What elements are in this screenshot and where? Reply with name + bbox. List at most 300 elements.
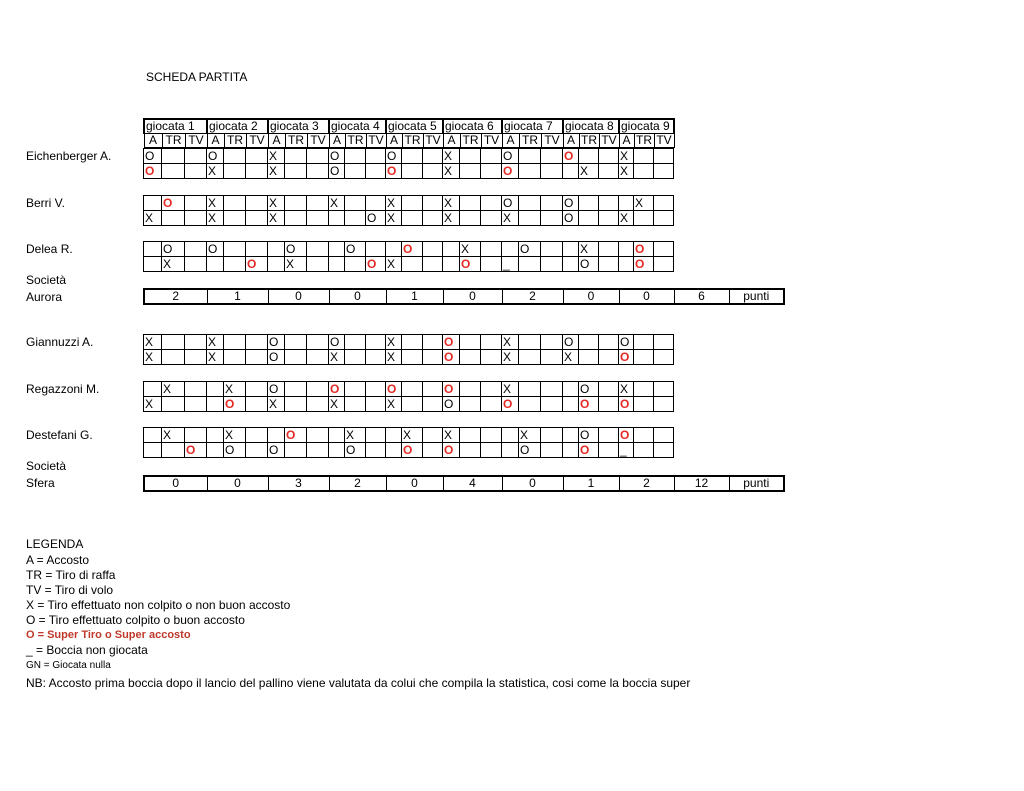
round-score: 2 — [619, 476, 674, 491]
shot-cell — [246, 350, 268, 365]
shot-cell — [207, 257, 224, 272]
shot-cell — [599, 382, 619, 397]
shot-cell — [654, 428, 674, 443]
shot-cell — [345, 211, 366, 226]
shot-cell — [224, 242, 246, 257]
shot-cell — [563, 443, 579, 458]
player-shot-grid — [143, 334, 674, 365]
shot-cell: O — [185, 443, 207, 458]
player-name: Delea R. — [26, 242, 73, 256]
shot-cell: O — [144, 149, 162, 164]
shot-cell — [207, 397, 224, 412]
shot-cell — [481, 350, 502, 365]
shot-cell: X — [443, 149, 460, 164]
shot-cell — [207, 382, 224, 397]
shot-cell — [423, 382, 443, 397]
shot-cell — [619, 242, 634, 257]
shot-cell — [634, 350, 654, 365]
shot-cell — [329, 257, 345, 272]
shot-cell — [285, 443, 307, 458]
shot-cell — [619, 257, 634, 272]
shot-cell — [563, 164, 579, 179]
shot-cell — [268, 257, 285, 272]
shot-type-header: A — [268, 134, 285, 148]
shot-cell — [519, 257, 541, 272]
shot-cell: O — [268, 443, 285, 458]
shot-cell — [563, 428, 579, 443]
shot-cell — [162, 149, 185, 164]
shot-cell — [541, 428, 563, 443]
shot-type-header: TV — [185, 134, 207, 148]
shot-cell — [481, 257, 502, 272]
shot-cell — [144, 257, 162, 272]
shot-cell: O — [345, 443, 366, 458]
legend-super: O = Super Tiro o Super accosto — [26, 629, 191, 641]
shot-cell: X — [460, 242, 481, 257]
shot-cell — [502, 242, 519, 257]
shot-cell: O — [502, 149, 519, 164]
shot-cell — [345, 350, 366, 365]
shot-cell — [579, 196, 599, 211]
shot-cell — [185, 211, 207, 226]
shot-cell — [654, 196, 674, 211]
shot-type-header: A — [502, 134, 519, 148]
shot-cell — [162, 335, 185, 350]
shot-cell — [366, 350, 386, 365]
shot-cell: X — [443, 164, 460, 179]
shot-cell — [285, 382, 307, 397]
shot-cell — [144, 382, 162, 397]
shot-cell — [285, 196, 307, 211]
team-total: 12 — [674, 476, 729, 491]
shot-cell — [579, 149, 599, 164]
shot-cell: O — [386, 164, 402, 179]
shot-cell — [307, 397, 329, 412]
shot-cell — [541, 149, 563, 164]
shot-cell: X — [619, 382, 634, 397]
shot-type-header: TV — [541, 134, 563, 148]
shot-cell — [423, 211, 443, 226]
shot-cell: X — [386, 397, 402, 412]
shot-cell: O — [579, 443, 599, 458]
shot-cell: O — [619, 397, 634, 412]
shot-cell: O — [224, 443, 246, 458]
shot-cell — [599, 149, 619, 164]
shot-cell: O — [619, 350, 634, 365]
team-score-row — [143, 288, 785, 305]
shot-cell — [541, 164, 563, 179]
shot-cell — [246, 335, 268, 350]
round-score: 1 — [386, 289, 443, 304]
shot-cell — [224, 257, 246, 272]
shot-cell: _ — [502, 257, 519, 272]
shot-cell — [460, 335, 481, 350]
shot-cell — [423, 335, 443, 350]
shot-cell — [563, 242, 579, 257]
shot-cell — [402, 211, 423, 226]
shot-cell: O — [579, 428, 599, 443]
shot-cell — [481, 149, 502, 164]
shot-cell — [307, 382, 329, 397]
shot-cell — [307, 350, 329, 365]
shot-cell: X — [207, 211, 224, 226]
round-score: 0 — [329, 289, 386, 304]
shot-cell — [386, 428, 402, 443]
shot-cell — [579, 350, 599, 365]
shot-cell — [541, 397, 563, 412]
shot-cell: O — [563, 335, 579, 350]
shot-cell — [162, 211, 185, 226]
shot-cell: X — [345, 428, 366, 443]
shot-cell: O — [502, 397, 519, 412]
shot-type-header: TR — [285, 134, 307, 148]
shot-cell — [366, 196, 386, 211]
shot-cell — [402, 164, 423, 179]
shot-cell: X — [443, 211, 460, 226]
shot-type-header: A — [144, 134, 162, 148]
player-name: Destefani G. — [26, 428, 93, 442]
shot-cell — [599, 397, 619, 412]
round-header-1: giocata 1 — [144, 119, 207, 134]
shot-cell — [345, 382, 366, 397]
shot-cell — [519, 397, 541, 412]
shot-cell — [519, 149, 541, 164]
shot-cell — [481, 397, 502, 412]
shot-cell — [460, 211, 481, 226]
shot-cell — [402, 335, 423, 350]
shot-cell — [423, 428, 443, 443]
shot-cell: X — [519, 428, 541, 443]
shot-cell — [423, 350, 443, 365]
team-label-societa: Società — [26, 273, 67, 287]
shot-cell — [386, 242, 402, 257]
shot-cell: O — [224, 397, 246, 412]
shot-cell — [366, 397, 386, 412]
shot-cell — [246, 149, 268, 164]
shot-cell — [443, 257, 460, 272]
shot-cell — [307, 443, 329, 458]
shot-cell — [224, 196, 246, 211]
round-header-3: giocata 3 — [268, 119, 329, 134]
shot-cell: X — [386, 350, 402, 365]
shot-cell — [366, 149, 386, 164]
shot-cell — [423, 397, 443, 412]
shot-cell — [599, 443, 619, 458]
shot-cell — [599, 257, 619, 272]
shot-cell — [541, 196, 563, 211]
shot-cell — [162, 164, 185, 179]
shot-cell: X — [579, 242, 599, 257]
shot-cell — [224, 211, 246, 226]
shot-cell: O — [619, 428, 634, 443]
shot-cell — [460, 164, 481, 179]
shot-cell — [366, 382, 386, 397]
shot-cell — [634, 164, 654, 179]
shot-cell: O — [443, 382, 460, 397]
shot-cell — [541, 335, 563, 350]
shot-cell — [460, 350, 481, 365]
shot-cell — [579, 211, 599, 226]
shot-cell: O — [634, 242, 654, 257]
shot-cell — [224, 164, 246, 179]
shot-cell: O — [144, 164, 162, 179]
shot-type-header: TR — [636, 133, 652, 147]
shot-cell — [423, 149, 443, 164]
shot-cell — [185, 242, 207, 257]
shot-cell — [345, 397, 366, 412]
shot-cell — [144, 196, 162, 211]
round-header-5: giocata 5 — [386, 119, 443, 134]
shot-cell: X — [162, 428, 185, 443]
shot-cell — [460, 443, 481, 458]
shot-cell — [329, 211, 345, 226]
shot-cell: O — [443, 335, 460, 350]
shot-cell — [541, 443, 563, 458]
round-score: 0 — [563, 289, 619, 304]
round-score: 0 — [386, 476, 443, 491]
shot-cell — [285, 335, 307, 350]
player-shot-grid — [143, 381, 674, 412]
shot-cell — [285, 149, 307, 164]
shot-cell: O — [345, 242, 366, 257]
player-name: Regazzoni M. — [26, 382, 100, 396]
shot-cell — [423, 196, 443, 211]
shot-cell — [185, 335, 207, 350]
shot-cell: X — [144, 397, 162, 412]
legend-gn: GN = Giocata nulla — [26, 660, 111, 671]
round-score: 4 — [443, 476, 502, 491]
shot-cell: O — [162, 242, 185, 257]
shot-cell: O — [563, 149, 579, 164]
shot-cell — [307, 211, 329, 226]
shot-cell — [307, 257, 329, 272]
shot-cell — [285, 350, 307, 365]
shot-cell — [654, 149, 674, 164]
shot-cell — [329, 428, 345, 443]
shot-cell — [366, 335, 386, 350]
shot-cell — [224, 335, 246, 350]
page-title: SCHEDA PARTITA — [146, 70, 248, 84]
round-score: 1 — [563, 476, 619, 491]
shot-type-header: A — [619, 134, 634, 148]
shot-cell — [307, 149, 329, 164]
shot-cell: O — [579, 382, 599, 397]
shot-cell: X — [619, 164, 634, 179]
team-name: Sfera — [26, 476, 55, 490]
shot-cell: X — [144, 350, 162, 365]
shot-cell — [519, 335, 541, 350]
shot-type-header: TV — [481, 134, 502, 148]
shot-type-header: TR — [345, 134, 366, 148]
shot-type-header: TV — [307, 134, 329, 148]
shot-type-header: TV — [423, 134, 443, 148]
shot-cell — [207, 443, 224, 458]
shot-cell: X — [502, 335, 519, 350]
shot-cell — [634, 335, 654, 350]
shot-cell — [654, 257, 674, 272]
legend-title: LEGENDA — [26, 537, 84, 551]
shot-type-header: TR — [460, 134, 481, 148]
shot-cell: X — [329, 397, 345, 412]
shot-cell — [443, 242, 460, 257]
shot-type-header: TV — [246, 134, 268, 148]
player-name: Eichenberger A. — [26, 149, 112, 163]
shot-cell — [345, 196, 366, 211]
round-score: 0 — [443, 289, 502, 304]
shot-cell: O — [386, 149, 402, 164]
shot-cell — [654, 443, 674, 458]
shot-cell: X — [386, 211, 402, 226]
shot-cell: X — [386, 196, 402, 211]
points-unit: punti — [729, 476, 784, 491]
shot-cell: O — [519, 242, 541, 257]
shot-cell — [460, 382, 481, 397]
round-score: 2 — [144, 289, 207, 304]
shot-type-header: A — [443, 134, 460, 148]
shot-cell: O — [579, 397, 599, 412]
shot-cell — [481, 382, 502, 397]
shot-cell: X — [207, 164, 224, 179]
shot-cell: X — [224, 428, 246, 443]
shot-cell — [185, 350, 207, 365]
shot-cell — [162, 397, 185, 412]
legend-volo: TV = Tiro di volo — [26, 583, 114, 597]
round-score: 3 — [268, 476, 329, 491]
shot-cell: X — [502, 211, 519, 226]
shot-cell — [563, 397, 579, 412]
shot-cell: O — [285, 242, 307, 257]
shot-cell — [246, 443, 268, 458]
shot-cell: _ — [619, 443, 634, 458]
shot-cell — [563, 257, 579, 272]
shot-cell — [654, 350, 674, 365]
shot-cell — [541, 382, 563, 397]
shot-cell: O — [246, 257, 268, 272]
shot-cell — [634, 211, 654, 226]
shot-cell — [519, 211, 541, 226]
shot-type-header: TR — [519, 134, 541, 148]
shot-cell: O — [460, 257, 481, 272]
shot-cell: X — [443, 428, 460, 443]
team-name: Aurora — [26, 290, 63, 304]
shot-cell — [599, 211, 619, 226]
shot-cell — [185, 382, 207, 397]
shot-cell — [402, 257, 423, 272]
shot-cell — [285, 397, 307, 412]
shot-cell — [481, 242, 502, 257]
shot-cell: X — [162, 257, 185, 272]
shot-cell — [654, 242, 674, 257]
player-name: Giannuzzi A. — [26, 335, 94, 349]
shot-cell: X — [207, 196, 224, 211]
shot-cell — [185, 149, 207, 164]
shot-cell — [402, 149, 423, 164]
shot-cell: X — [563, 350, 579, 365]
shot-cell — [654, 335, 674, 350]
shot-cell — [246, 428, 268, 443]
shot-cell: O — [563, 196, 579, 211]
shot-cell — [654, 397, 674, 412]
shot-cell — [599, 428, 619, 443]
shot-cell: X — [386, 335, 402, 350]
round-header-8: giocata 8 — [563, 119, 619, 134]
shot-cell — [285, 211, 307, 226]
shot-cell — [246, 242, 268, 257]
shot-type-header: TR — [402, 134, 423, 148]
shot-cell: X — [619, 211, 634, 226]
shot-cell — [329, 443, 345, 458]
shot-cell: O — [619, 335, 634, 350]
shot-cell — [307, 242, 329, 257]
shot-cell — [519, 196, 541, 211]
shot-cell: X — [579, 164, 599, 179]
shot-cell — [402, 382, 423, 397]
shot-cell — [246, 164, 268, 179]
legend-o: O = Tiro effettuato colpito o buon accosto — [26, 613, 245, 627]
shot-cell — [519, 382, 541, 397]
shot-cell: O — [579, 257, 599, 272]
round-score: 0 — [207, 476, 268, 491]
shot-type-header: A — [207, 134, 224, 148]
shot-cell — [345, 164, 366, 179]
round-header-6: giocata 6 — [443, 119, 502, 134]
shot-cell — [541, 257, 563, 272]
shot-cell: O — [443, 397, 460, 412]
shot-cell: X — [285, 257, 307, 272]
shot-type-header: TR — [224, 134, 246, 148]
shot-type-header: A — [563, 134, 579, 148]
shot-cell: X — [329, 196, 345, 211]
shot-cell — [162, 350, 185, 365]
shot-cell — [144, 428, 162, 443]
shot-cell: O — [162, 196, 185, 211]
round-header — [143, 118, 675, 148]
shot-cell: O — [402, 443, 423, 458]
shot-cell: X — [268, 164, 285, 179]
shot-cell — [599, 196, 619, 211]
round-score: 1 — [207, 289, 268, 304]
shot-cell: X — [207, 335, 224, 350]
shot-cell — [402, 196, 423, 211]
shot-cell — [481, 443, 502, 458]
shot-cell: X — [634, 196, 654, 211]
shot-cell — [224, 149, 246, 164]
shot-cell: X — [329, 350, 345, 365]
shot-cell — [329, 242, 345, 257]
player-name: Berri V. — [26, 196, 65, 210]
shot-cell — [423, 443, 443, 458]
shot-cell — [285, 164, 307, 179]
shot-cell — [502, 443, 519, 458]
shot-cell — [423, 164, 443, 179]
player-shot-grid — [143, 427, 674, 458]
shot-cell — [246, 397, 268, 412]
shot-cell — [423, 257, 443, 272]
shot-cell: O — [329, 164, 345, 179]
shot-cell: O — [329, 335, 345, 350]
shot-cell — [654, 211, 674, 226]
shot-cell — [366, 428, 386, 443]
shot-cell: X — [207, 350, 224, 365]
round-score: 0 — [619, 289, 674, 304]
round-score: 2 — [329, 476, 386, 491]
shot-cell — [541, 242, 563, 257]
shot-cell — [185, 196, 207, 211]
shot-cell — [563, 382, 579, 397]
round-score: 0 — [502, 476, 563, 491]
shot-cell: O — [268, 335, 285, 350]
shot-cell: O — [386, 382, 402, 397]
